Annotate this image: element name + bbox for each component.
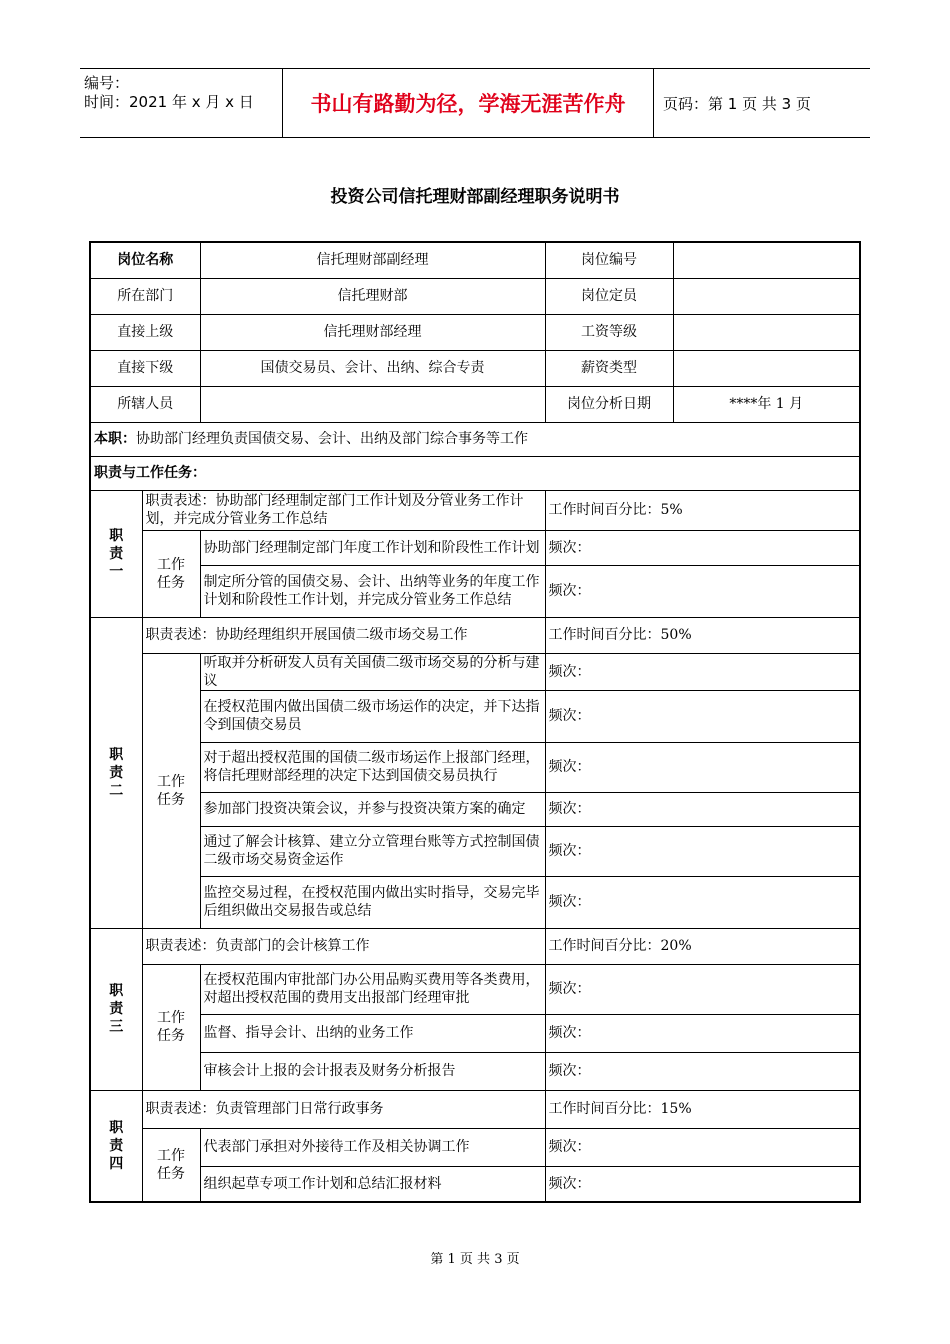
grade-label: 工资等级 [545,314,673,350]
analysis-date-value: ****年 1 月 [673,386,860,422]
duty-1-task-1-freq: 频次： [545,530,860,565]
duty-2-label-text: 职责二 [109,746,124,799]
duty-2-task-1-freq: 频次： [545,653,860,690]
duty-1-task-1: 协助部门经理制定部门年度工作计划和阶段性工作计划 [200,530,545,565]
duty-4-desc-row [90,1090,860,1128]
duty-4-label-text: 职责四 [109,1119,124,1172]
subordinate-value: 国债交易员、会计、出纳、综合专责 [200,350,545,386]
duty-1-task-2: 制定所分管的国债交易、会计、出纳等业务的年度工作计划和阶段性工作计划，并完成分管业务工作总结 [200,565,545,617]
row-superior [90,314,860,350]
position-name-value: 信托理财部副经理 [200,242,545,278]
duty-1-task-row [90,565,860,617]
date-label: 时间：2021 年 x 月 x 日 [84,93,254,111]
row-duties-heading [90,456,860,490]
duty-2-task-row [90,876,860,928]
duty-1-task-label-text: 工作任务 [157,556,185,591]
duty-3-desc: 职责表述：负责部门的会计核算工作 [142,928,545,964]
duty-3-label-text: 职责三 [109,983,124,1035]
pay-type-label: 薪资类型 [545,350,673,386]
duty-1-task-label [142,530,200,617]
duty-4-task-row [90,1166,860,1202]
duties-heading: 职责与工作任务： [90,456,860,490]
row-dept [90,278,860,314]
duty-2-task-5: 通过了解会计核算、建立分立管理台账等方式控制国债二级市场交易资金运作 [200,826,545,876]
superior-value: 信托理财部经理 [200,314,545,350]
duty-2-task-5-freq: 频次： [545,826,860,876]
duty-2-desc: 职责表述：协助经理组织开展国债二级市场交易工作 [142,617,545,653]
duty-4-task-label-text: 工作任务 [157,1147,185,1182]
row-staff [90,386,860,422]
header-motto: 书山有路勤为径，学海无涯苦作舟 [282,69,654,137]
duty-3-task-3-freq: 频次： [545,1052,860,1090]
duty-2-task-6-freq: 频次： [545,876,860,928]
duty-1-time-pct: 工作时间百分比：5% [545,490,860,530]
duty-2-task-label-text: 工作任务 [157,773,185,808]
duty-4-task-1-freq: 频次： [545,1128,860,1166]
duty-2-task-1: 听取并分析研发人员有关国债二级市场交易的分析与建议 [200,653,545,690]
staff-value [200,386,545,422]
duty-2-task-2: 在授权范围内做出国债二级市场运作的决定，并下达指令到国债交易员 [200,690,545,742]
staff-label: 所辖人员 [90,386,200,422]
duty-4-desc: 职责表述：负责管理部门日常行政事务 [142,1090,545,1128]
duty-1-label [90,490,142,617]
page-footer: 第 1 页 共 3 页 [430,1252,520,1267]
position-no-value [673,242,860,278]
document-title: 投资公司信托理财部副经理职务说明书 [330,187,620,207]
duty-2-task-label [142,653,200,928]
duty-3-time-pct: 工作时间百分比：20% [545,928,860,964]
row-core-duty [90,422,860,456]
subordinate-label: 直接下级 [90,350,200,386]
duty-4-task-row [90,1128,860,1166]
pay-type-value [673,350,860,386]
serial-label: 编号： [84,74,130,92]
position-name-label: 岗位名称 [90,242,200,278]
duty-4-label [90,1090,142,1202]
duty-3-task-2-freq: 频次： [545,1014,860,1052]
duty-3-task-row [90,1014,860,1052]
row-position-name [90,242,860,278]
duty-3-task-row [90,964,860,1014]
duty-3-task-row [90,1052,860,1090]
duty-1-task-row [90,530,860,565]
duty-2-task-3: 对于超出授权范围的国债二级市场运作上报部门经理，将信托理财部经理的决定下达到国债交易员执行 [200,742,545,792]
header-page-info: 页码：第 1 页 共 3 页 [663,94,811,113]
duty-2-task-row [90,690,860,742]
duty-3-task-2: 监督、指导会计、出纳的业务工作 [200,1014,545,1052]
duty-3-task-1-freq: 频次： [545,964,860,1014]
duty-1-label-text: 职责一 [109,527,124,580]
core-duty-label: 本职： [94,431,136,447]
core-duty-cell [90,422,860,456]
analysis-date-label: 岗位分析日期 [545,386,673,422]
duty-2-label [90,617,142,928]
dept-value: 信托理财部 [200,278,545,314]
grade-value [673,314,860,350]
duty-2-task-4: 参加部门投资决策会议，并参与投资决策方案的确定 [200,792,545,826]
duty-3-label [90,928,142,1090]
headcount-value [673,278,860,314]
duty-3-task-3: 审核会计上报的会计报表及财务分析报告 [200,1052,545,1090]
duty-2-task-3-freq: 频次： [545,742,860,792]
duty-2-task-6: 监控交易过程，在授权范围内做出实时指导，交易完毕后组织做出交易报告或总结 [200,876,545,928]
duty-4-task-1: 代表部门承担对外接待工作及相关协调工作 [200,1128,545,1166]
duty-4-task-2-freq: 频次： [545,1166,860,1202]
duty-4-task-2: 组织起草专项工作计划和总结汇报材料 [200,1166,545,1202]
position-no-label: 岗位编号 [545,242,673,278]
duty-1-desc: 职责表述：协助部门经理制定部门工作计划及分管业务工作计划，并完成分管业务工作总结 [142,490,545,530]
duty-3-task-label-text: 工作任务 [157,1010,185,1044]
duty-4-time-pct: 工作时间百分比：15% [545,1090,860,1128]
duty-4-task-label [142,1128,200,1202]
headcount-label: 岗位定员 [545,278,673,314]
duty-2-task-4-freq: 频次： [545,792,860,826]
page-header [80,68,870,138]
duty-2-task-row [90,826,860,876]
duty-2-task-row [90,742,860,792]
duty-3-task-label [142,964,200,1090]
superior-label: 直接上级 [90,314,200,350]
duty-1-task-2-freq: 频次： [545,565,860,617]
header-meta [80,69,282,137]
duty-3-desc-row [90,928,860,964]
duty-2-task-2-freq: 频次： [545,690,860,742]
row-subordinate [90,350,860,386]
duty-2-task-row [90,792,860,826]
dept-label: 所在部门 [90,278,200,314]
duty-2-task-row [90,653,860,690]
job-description-table [89,241,861,1203]
duty-2-desc-row [90,617,860,653]
duty-2-time-pct: 工作时间百分比：50% [545,617,860,653]
duty-3-task-1: 在授权范围内审批部门办公用品购买费用等各类费用，对超出授权范围的费用支出报部门经理审批 [200,964,545,1014]
duty-1-desc-row [90,490,860,530]
core-duty-text: 协助部门经理负责国债交易、会计、出纳及部门综合事务等工作 [136,431,528,447]
